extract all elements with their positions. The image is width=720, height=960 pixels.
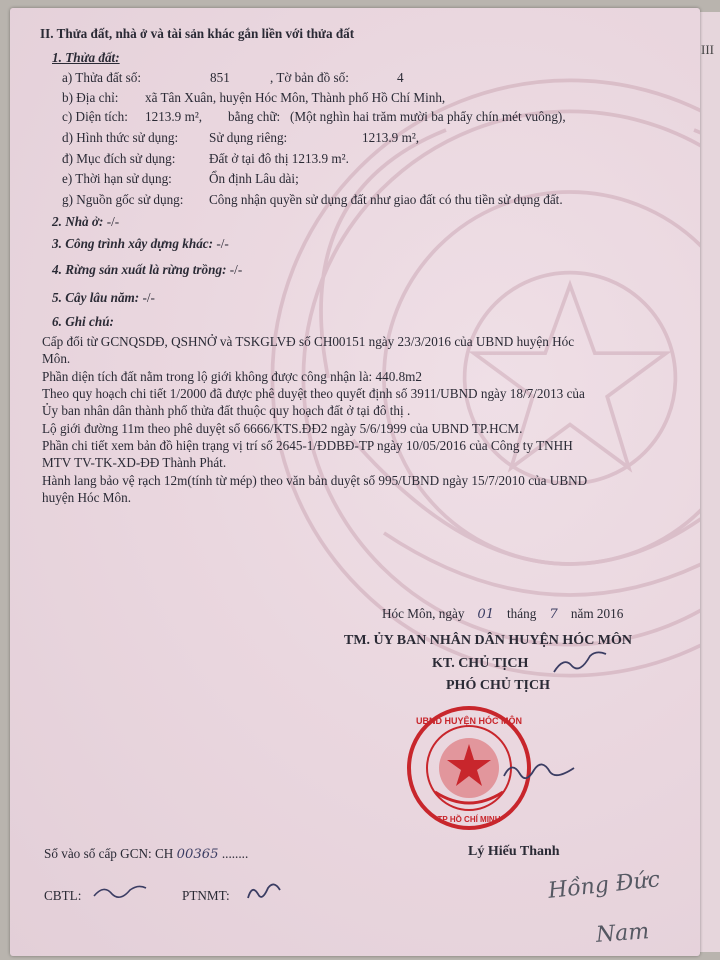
map-sheet-value: 4 bbox=[397, 70, 404, 85]
handwritten-note-1: Hồng Đức bbox=[546, 867, 662, 904]
svg-text:UBND HUYỆN HÓC MÔN: UBND HUYỆN HÓC MÔN bbox=[415, 716, 523, 726]
official-signature bbox=[500, 756, 580, 786]
term-row bbox=[62, 171, 299, 187]
construction-heading: 3. Công trình xây dựng khác: bbox=[52, 236, 214, 251]
sign-place-label: Hóc Môn, ngày bbox=[382, 606, 465, 621]
address-value: xã Tân Xuân, huyện Hóc Môn, Thành phố Hồ Chí Minh, bbox=[145, 90, 446, 105]
note-line: Theo quy hoạch chi tiết 1/2000 đã được phê duyệt theo quyết định số 3911/UBND ngày 18/7/2013 của bbox=[42, 386, 585, 401]
ptnmt-row bbox=[182, 888, 230, 904]
house-value: -/- bbox=[106, 214, 120, 229]
ptnmt-signature bbox=[244, 878, 284, 904]
sign-month: 7 bbox=[549, 607, 558, 622]
notes-heading: 6. Ghi chú: bbox=[52, 314, 114, 329]
forest-heading: 4. Rừng sản xuất là rừng trồng: bbox=[52, 262, 227, 277]
note-line: Ủy ban nhân dân thành phố thửa đất thuộc quy hoạch đất ở tại đô thị . bbox=[42, 403, 411, 418]
purpose-row bbox=[62, 151, 349, 167]
address-row bbox=[62, 90, 446, 106]
origin-value: Công nhận quyền sử dụng đất như giao đất có thu tiền sử dụng đất. bbox=[209, 192, 563, 207]
forest-value: -/- bbox=[229, 262, 243, 277]
note-line: Phần diện tích đất nằm trong lộ giới không được công nhận là: 440.8m2 bbox=[42, 369, 423, 384]
perennial-heading: 5. Cây lâu năm: bbox=[52, 290, 140, 305]
ptnmt-label: PTNMT: bbox=[182, 888, 230, 903]
sign-day: 01 bbox=[477, 607, 495, 622]
construction-value: -/- bbox=[216, 236, 229, 251]
note-line: Lộ giới đường 11m theo phê duyệt số 6666/KTS.ĐĐ2 ngày 5/6/1999 của UBND TP.HCM. bbox=[42, 421, 523, 436]
note-line: Phần chi tiết xem bản đồ hiện trạng vị trí số 2645-1/ĐDBĐ-TP ngày 10/05/2016 của Công ty TNHH bbox=[42, 438, 573, 453]
perennial-value: -/- bbox=[142, 290, 155, 305]
area-words-label: bằng chữ: bbox=[228, 109, 281, 124]
house-row bbox=[52, 214, 119, 230]
cbtl-row bbox=[44, 888, 81, 904]
perennial-row bbox=[52, 290, 155, 306]
term-label: e) Thời hạn sử dụng: bbox=[62, 171, 172, 186]
usage-form-area: 1213.9 m², bbox=[362, 130, 420, 145]
note-line: Cấp đổi từ GCNQSDĐ, QSHNỞ và TSKGLVĐ số CH00151 ngày 23/3/2016 của UBND huyện Hóc bbox=[42, 334, 575, 349]
cbtl-signature bbox=[90, 880, 150, 904]
purpose-value: Đất ở tại đô thị 1213.9 m². bbox=[209, 151, 349, 166]
construction-row bbox=[52, 236, 229, 252]
cbtl-label: CBTL: bbox=[44, 888, 82, 903]
signing-role-2: PHÓ CHỦ TỊCH bbox=[446, 678, 550, 693]
address-label: b) Địa chỉ: bbox=[62, 90, 119, 105]
area-label: c) Diện tích: bbox=[62, 109, 128, 124]
note-line: Hành lang bảo vệ rạch 12m(tính từ mép) theo văn bản duyệt số 995/UBND ngày 15/7/2010 của UBND bbox=[42, 473, 588, 488]
area-row bbox=[62, 109, 566, 125]
sign-date bbox=[382, 606, 623, 623]
registry-number: 00365 bbox=[176, 847, 219, 862]
registry-row bbox=[44, 846, 248, 863]
term-value: Ổn định Lâu dài; bbox=[209, 171, 299, 186]
note-line: huyện Hóc Môn. bbox=[42, 490, 132, 505]
usage-form-label: d) Hình thức sử dụng: bbox=[62, 130, 179, 145]
sign-year: năm 2016 bbox=[570, 606, 624, 621]
origin-row bbox=[62, 192, 563, 208]
usage-form-row bbox=[62, 130, 420, 146]
svg-text:TP HỒ CHÍ MINH: TP HỒ CHÍ MINH bbox=[437, 815, 501, 824]
forest-row bbox=[52, 262, 242, 278]
map-sheet-label: , Tờ bản đồ số: bbox=[270, 70, 349, 85]
note-line: MTV TV-TK-XD-ĐĐ Thành Phát. bbox=[42, 455, 227, 470]
house-heading: 2. Nhà ở: bbox=[52, 214, 104, 229]
area-words: (Một nghìn hai trăm mười ba phẩy chín mét vuông), bbox=[290, 109, 566, 124]
note-line: Môn. bbox=[42, 351, 71, 366]
signing-org: TM. ỦY BAN NHÂN DÂN HUYỆN HÓC MÔN bbox=[344, 633, 633, 648]
handwritten-note-2: Nam bbox=[595, 919, 651, 948]
origin-label: g) Nguồn gốc sử dụng: bbox=[62, 192, 184, 207]
parcel-number-value: 851 bbox=[210, 70, 230, 85]
registry-dots: ........ bbox=[221, 846, 249, 861]
initial-mark bbox=[550, 648, 610, 678]
signing-role-1: KT. CHỦ TỊCH bbox=[432, 656, 529, 671]
section-title: II. Thửa đất, nhà ở và tài sản khác gắn liền với thửa đất bbox=[40, 26, 355, 41]
parcel-number-row bbox=[62, 70, 404, 86]
sign-month-label: tháng bbox=[507, 606, 537, 621]
purpose-label: đ) Mục đích sử dụng: bbox=[62, 151, 176, 166]
parcel-number-label: a) Thửa đất số: bbox=[62, 70, 142, 85]
certificate-page bbox=[10, 8, 700, 956]
area-value: 1213.9 m², bbox=[145, 109, 203, 124]
signer-name: Lý Hiếu Thanh bbox=[468, 844, 560, 859]
next-page-fragment: III bbox=[701, 42, 714, 57]
usage-form-value: Sử dụng riêng: bbox=[209, 130, 288, 145]
land-heading: 1. Thửa đất: bbox=[52, 50, 120, 65]
registry-label: Số vào sổ cấp GCN: CH bbox=[44, 846, 174, 861]
